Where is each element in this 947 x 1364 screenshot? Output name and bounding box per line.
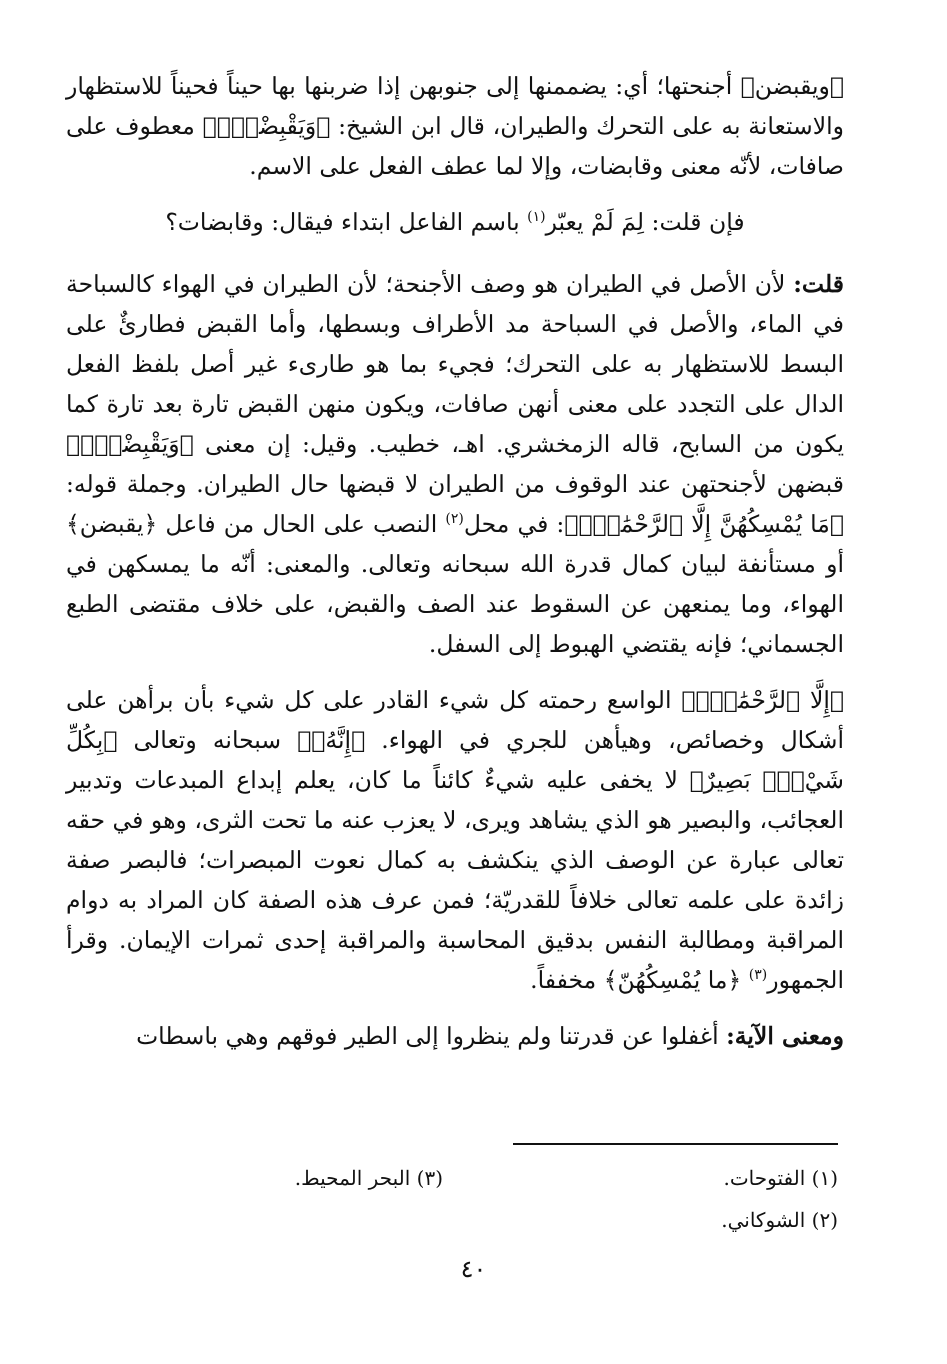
paragraph-2-text-before: فإن قلت: لِمَ لَمْ يعبّر	[545, 208, 745, 236]
paragraph-3-answer	[66, 264, 844, 664]
paragraph-3-lead: قلت:	[793, 270, 844, 298]
footnotes	[100, 1157, 838, 1241]
footnote-divider	[513, 1143, 838, 1145]
paragraph-3-text-after: النصب على الحال من فاعل ﴿يقبضن﴾ أو مستأنفة لبيان كمال قدرة الله سبحانه وتعالى. والمعنى: أنّه ما يمسكهن في الهواء، وما يمنعهن عن السقوط عند الصف والقبض، على خلاف مقتضى الطبع الجسماني؛ فإنه يقتضي الهبوط إلى السفل.	[66, 510, 844, 658]
page-number: ٤٠	[460, 1255, 487, 1283]
paragraph-2-text-after: باسم الفاعل ابتداء فيقال: وقابضات؟	[165, 208, 528, 236]
footnote-row-2	[100, 1199, 838, 1241]
footnote-2: (٢) الشوكاني.	[721, 1208, 838, 1232]
paragraph-1	[66, 66, 844, 186]
page-body	[66, 66, 844, 1072]
footnote-marker-1[interactable]: (١)	[527, 209, 546, 226]
paragraph-4-text-before: ﴿إِلَّا ٱلرَّحْمَٰنُۚ﴾ الواسع رحمته كل شيء القادر على كل شيء بأن برأهن على أشكال وخصائص، وهيأهن للجري في الهواء. ﴿إِنَّهُۥ﴾ سبحانه وتعالى ﴿بِكُلِّ شَيْءٍۭ بَصِيرٌ﴾ لا يخفى عليه شيءٌ كائناً ما كان، يعلم إبداع المبدعات وتدبير العجائب، والبصير هو الذي يشاهد ويرى، لا يعزب عنه ما تحت الثرى، وهو في حقه تعالى عبارة عن الوصف الذي ينكشف به كمال نعوت المبصرات؛ فالبصر صفة زائدة على علمه تعالى خلافاً للقدريّة؛ فمن عرف هذه الصفة كان المراد به دوام المراقبة ومطالبة النفس بدقيق المحاسبة والمراقبة إحدى ثمرات الإيمان. وقرأ الجمهور	[66, 686, 844, 994]
paragraph-5-lead: ومعنى الآية:	[726, 1022, 844, 1050]
footnote-row-1	[100, 1157, 838, 1199]
footnote-3: (٣) البحر المحيط.	[294, 1166, 443, 1190]
footnote-marker-2[interactable]: (٢)	[445, 511, 464, 528]
footnote-marker-3[interactable]: (٣)	[748, 967, 768, 984]
paragraph-1-text: ﴿ويقبضن﴾ أجنحتها؛ أي: يضممنها إلى جنوبهن إذا ضربنها بها حيناً فحيناً للاستظهار والاستعانة به على التحرك والطيران، قال ابن الشيخ: ﴿وَيَقْبِضْنَۚ﴾ معطوف على صافات، لأنّه معنى وقابضات، وإلا لما عطف الفعل على الاسم.	[66, 72, 844, 180]
paragraph-5	[66, 1016, 844, 1056]
paragraph-4	[66, 680, 844, 1000]
paragraph-3-text-before: لأن الأصل في الطيران هو وصف الأجنحة؛ لأن الطيران في الهواء كالسباحة في الماء، والأصل في السباحة مد الأطراف وبسطها، وأما القبض فطارئٌ على البسط للاستظهار به على التحرك؛ فجيء بما هو طارىء غير أصل بلفظ الفعل الدال على التجدد على معنى أنهن صافات، ويكون منهن القبض تارة بعد تارة كما يكون من السابح، قاله الزمخشري. اهـ، خطيب. وقيل: إن معنى ﴿وَيَقْبِضْنَۚ﴾ قبضهن لأجنحتهن عند الوقوف من الطيران لا قبضها حال الطيران. وجملة قوله: ﴿مَا يُمْسِكُهُنَّ إِلَّا ٱلرَّحْمَٰنُۚ﴾: في محل	[66, 270, 844, 538]
paragraph-2-question	[66, 202, 844, 242]
paragraph-4-text-after: ﴿ما يُمْسِكُهُنّ﴾ مخففاً.	[530, 966, 749, 994]
paragraph-5-text: أغفلوا عن قدرتنا ولم ينظروا إلى الطير فوقهم وهي باسطات	[136, 1022, 727, 1050]
footnote-1: (١) الفتوحات.	[723, 1166, 838, 1190]
